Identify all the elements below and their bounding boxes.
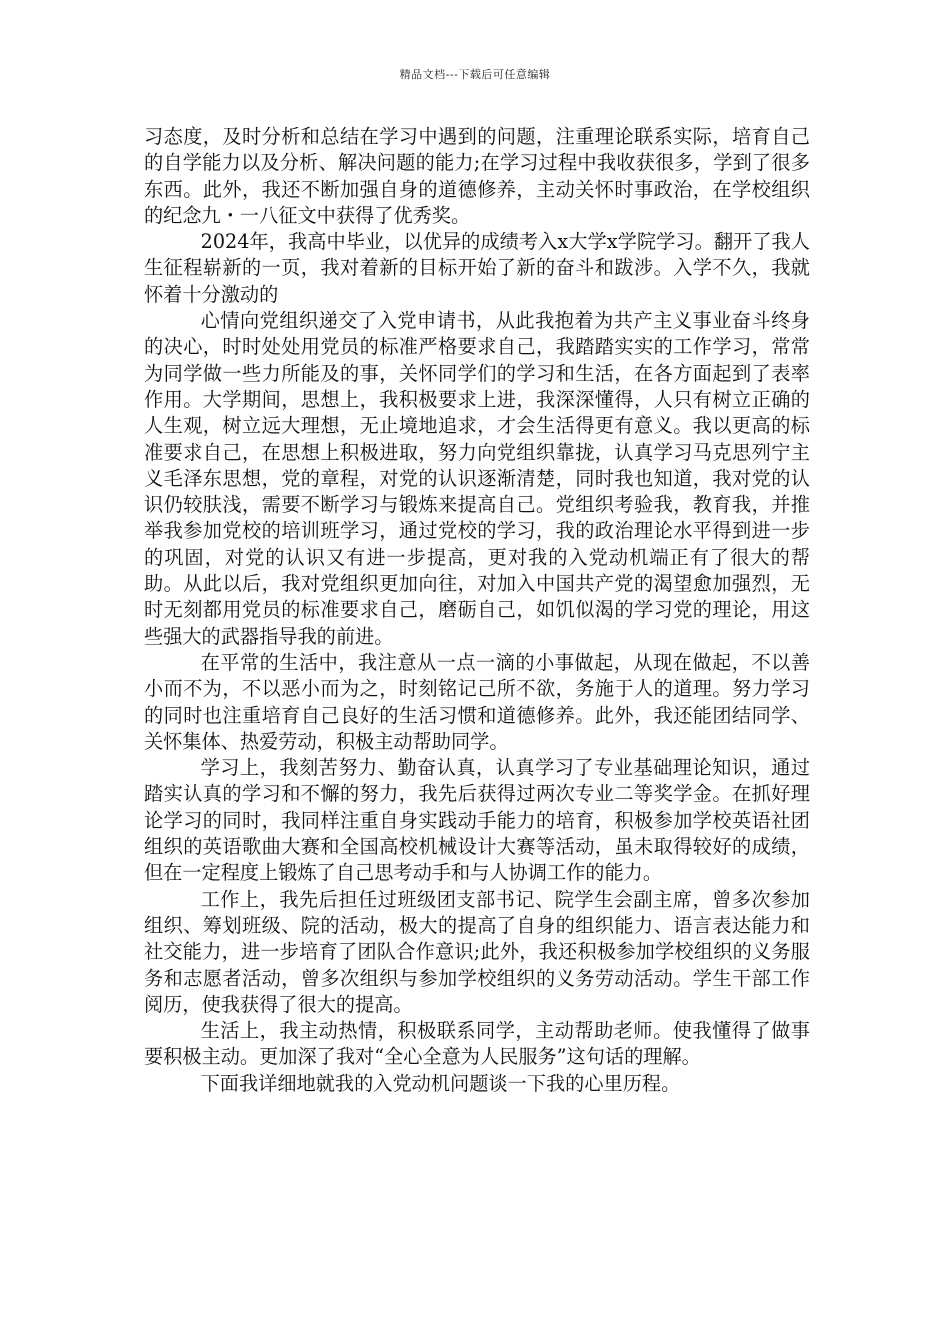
paragraph-3: 心情向党组织递交了入党申请书，从此我抱着为共产主义事业奋斗终身的决心，时时处处用党员的标准严格要求自己，我踏踏实实的工作学习，常常为同学做一些力所能及的事，关怀同学们的学习和生活，在各方面起到了表率作用。大学期间，思想上，我积极要求上进，我深深懂得，人只有树立正确的人生观，树立远大理想，无止境地追求，才会生活得更有意义。我以更高的标准要求自己，在思想上积极进取，努力向党组织靠拢，认真学习马克思列宁主义毛泽东思想，党的章程，对党的认识逐渐清楚，同时我也知道，我对党的认识仍较肤浅，需要不断学习与锻炼来提高自己。党组织考验我，教育我，并推举我参加党校的培训班学习，通过党校的学习，我的政治理论水平得到进一步的巩固，对党的认识又有进一步提高，更对我的入党动机端正有了很大的帮助。从此以后，我对党组织更加向往，对加入中国共产党的渴望愈加强烈，无时无刻都用党员的标准要求自己，磨砺自己，如饥似渴的学习党的理论，用这些强大的武器指导我的前进。 <box>144 309 810 648</box>
paragraph-6: 工作上，我先后担任过班级团支部书记、院学生会副主席，曾多次参加组织、筹划班级、院的活动，极大的提高了自身的组织能力、语言表达能力和社交能力，进一步培育了团队合作意识;此外，我还积极参加学校组织的义务服务和志愿者活动，曾多次组织与参加学校组织的义务劳动活动。学生干部工作阅历，使我获得了很大的提高。 <box>144 887 810 1016</box>
paragraph-4: 在平常的生活中，我注意从一点一滴的小事做起，从现在做起，不以善小而不为，不以恶小而为之，时刻铭记己所不欲，务施于人的道理。努力学习的同时也注重培育自己良好的生活习惯和道德修养。此外，我还能团结同学、关怀集体、热爱劳动，积极主动帮助同学。 <box>144 650 810 753</box>
paragraph-8: 下面我详细地就我的入党动机问题谈一下我的心里历程。 <box>200 1071 681 1095</box>
paragraph-5: 学习上，我刻苦努力、勤奋认真，认真学习了专业基础理论知识，通过踏实认真的学习和不懈的努力，我先后获得过两次专业二等奖学金。在抓好理论学习的同时，我同样注重自身实践动手能力的培育，积极参加学校英语社团组织的英语歌曲大赛和全国高校机械设计大赛等活动，虽未取得较好的成绩，但在一定程度上锻炼了自己思考动手和与人协调工作的能力。 <box>144 756 810 885</box>
paragraph-7: 生活上，我主动热情，积极联系同学，主动帮助老师。使我懂得了做事要积极主动。更加深了我对“全心全意为人民服务”这句话的理解。 <box>144 1019 810 1069</box>
paragraph-1: 习态度，及时分析和总结在学习中遇到的问题，注重理论联系实际，培育自己的自学能力以及分析、解决问题的能力;在学习过程中我收获很多，学到了很多东西。此外，我还不断加强自身的道德修养，主动关怀时事政治，在学校组织的纪念九・一八征文中获得了优秀奖。 <box>144 125 810 227</box>
document-body <box>144 124 810 1097</box>
paragraph-2: 2024年，我高中毕业，以优异的成绩考入x大学x学院学习。翻开了我人生征程崭新的一页，我对着新的目标开始了新的奋斗和跋涉。入学不久，我就怀着十分激动的 <box>144 230 810 306</box>
page-header: 精品文档---下载后可任意编辑 <box>399 68 551 81</box>
